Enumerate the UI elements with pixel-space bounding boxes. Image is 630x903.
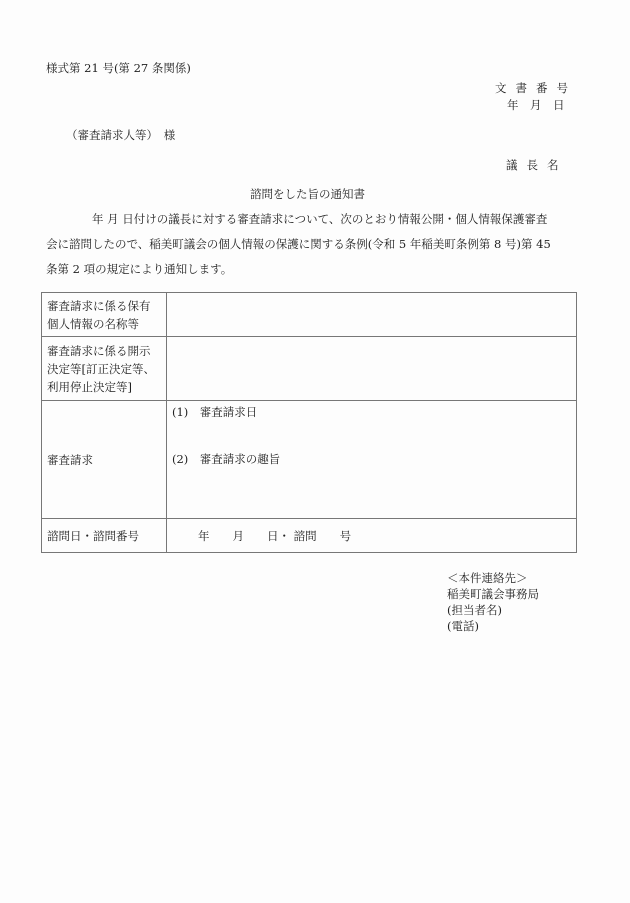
table-row [42, 519, 577, 553]
row-value [167, 337, 577, 401]
row-value [167, 293, 577, 337]
contact-person: (担当者名) [447, 603, 502, 617]
row-label [42, 293, 167, 337]
document-number-label: 文書番号 [495, 81, 577, 95]
contact-phone: (電話) [447, 619, 479, 633]
body-line-3: 条第 2 項の規定により通知します。 [46, 262, 233, 276]
request-date-item: (1) 審査請求日 [172, 405, 258, 419]
table-row [42, 337, 577, 401]
table-row [42, 293, 577, 337]
label-line: 審査請求に係る保有 [47, 298, 151, 313]
body-line-1: 年 月 日付けの議長に対する審査請求について、次のとおり情報公開・個人情報保護審査 [92, 212, 548, 226]
request-purpose-item: (2) 審査請求の趣旨 [172, 452, 281, 466]
document-title: 諮問をした旨の通知書 [250, 187, 365, 201]
date-label: 年 月 日 [507, 98, 565, 112]
row-label [42, 337, 167, 401]
row-label [42, 401, 167, 519]
label-line: 諮問日・諮問番号 [47, 528, 139, 543]
label-line: 決定等[訂正決定等、 [47, 361, 155, 376]
row-label [42, 519, 167, 553]
contact-office: 稲美町議会事務局 [447, 587, 539, 601]
contact-block [447, 570, 539, 634]
table-row [42, 401, 577, 519]
row-value [167, 401, 577, 519]
chair-name: 議長名 [506, 158, 568, 172]
inquiry-table [41, 292, 577, 553]
label-line: 利用停止決定等] [47, 379, 132, 394]
addressee: （審査請求人等） 様 [66, 128, 176, 142]
label-line: 審査請求 [47, 452, 93, 467]
label-line: 審査請求に係る開示 [47, 343, 151, 358]
body-line-2: 会に諮問したので、稲美町議会の個人情報の保護に関する条例(令和 5 年稲美町条例第 8 号)第 45 [46, 237, 551, 251]
label-line: 個人情報の名称等 [47, 316, 139, 331]
form-number: 様式第 21 号(第 27 条関係) [46, 61, 191, 75]
row-value: 年 月 日・ 諮問 号 [167, 519, 577, 553]
contact-heading: ＜本件連絡先＞ [447, 571, 528, 585]
